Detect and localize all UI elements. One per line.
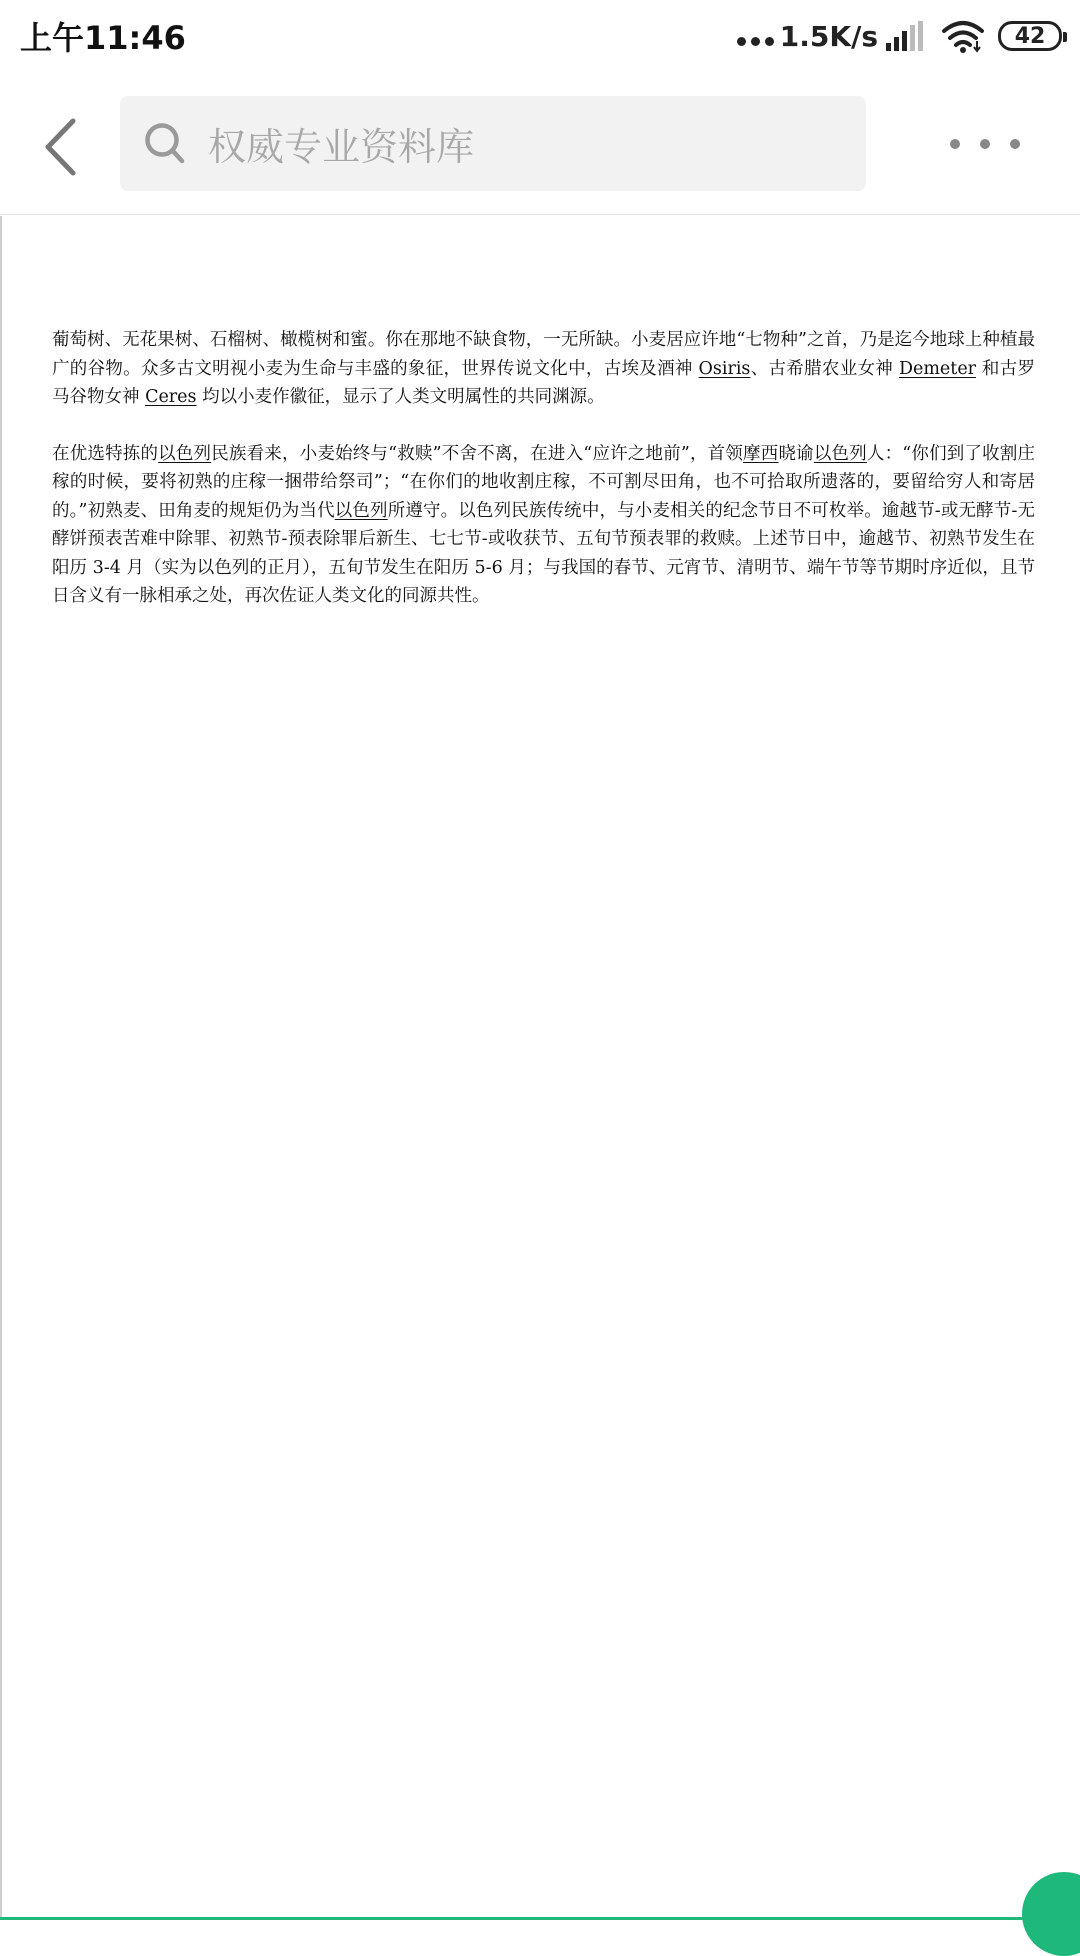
search-placeholder: 权威专业资料库	[208, 125, 475, 169]
search-icon	[144, 122, 186, 166]
more-options-button[interactable]	[940, 122, 1030, 166]
network-speed: 1.5K/s	[779, 19, 878, 53]
dot-icon	[1010, 139, 1020, 149]
text-run: 和古罗马谷物女神	[52, 358, 1035, 407]
text-run: 所遵守。以色列民族传统中，与小麦相关的纪念节日不可枚举。逾越节-或无酵节-无酵饼预表苦难中除罪、初熟节-预表除罪后新生、七七节-或收获节、五旬节预表罪的救赎。上述节日中，逾越节、初熟节发生在阳历 3-4 月（实为以色列的正月），五旬节发生在阳历 5-6 月；与我国的春节、元宵节、清明节、端午节等节期时序近似，且节日含义有一脉相承之处，再次佐证人类文化的同源共性。	[52, 500, 1036, 606]
underlined-term: 以色列	[158, 443, 212, 464]
paragraph-1	[52, 326, 1035, 412]
dot-icon	[950, 139, 960, 149]
document-page[interactable]	[0, 216, 1080, 1920]
status-icons	[737, 0, 1062, 72]
text-run: 葡萄树、无花果树、石榴树、橄榄树和蜜。你在那地不缺食物，一无所缺。小麦居应许地“七物种”之首，乃是迄今地球上种植最广的谷物。众多古文明视小麦为生命与丰盛的象征，世界传说文化中，古埃及酒神	[52, 330, 1035, 379]
battery-level: 42	[1014, 23, 1046, 49]
dot-icon	[980, 139, 990, 149]
status-time: 上午11:46	[20, 19, 186, 57]
search-input[interactable]	[120, 96, 866, 191]
wifi-icon	[942, 19, 984, 53]
status-bar	[0, 0, 1080, 72]
underlined-term: 以色列	[334, 500, 388, 521]
document-text	[52, 326, 1035, 639]
text-run: 在优选特拣的	[52, 443, 159, 464]
cellular-signal-icon	[886, 21, 924, 51]
underlined-term: Osiris	[698, 358, 751, 379]
text-run: 人：“你们到了收割庄稼的时候，要将初熟的庄稼一捆带给祭司”；“在你们的地收割庄稼，不可割尽田角，也不可拾取所遗落的，要留给穷人和寄居的。”初熟麦、田角麦的规矩仍为当代	[52, 443, 1036, 521]
underlined-term: 摩西	[743, 443, 779, 464]
text-run: 、古希腊农业女神	[750, 358, 899, 379]
app-bar	[0, 72, 1080, 215]
text-run: 民族看来，小麦始终与“救赎”不舍不离，在进入“应许之地前”，首领	[211, 443, 744, 464]
underlined-term: 以色列	[813, 443, 867, 464]
chevron-left-icon	[43, 118, 77, 176]
battery-icon	[998, 21, 1062, 51]
underlined-term: Ceres	[145, 387, 197, 407]
underlined-term: Demeter	[898, 358, 977, 379]
text-run: 均以小麦作徽征，显示了人类文明属性的共同渊源。	[196, 387, 605, 407]
paragraph-2	[52, 440, 1035, 611]
back-button[interactable]	[30, 112, 90, 182]
more-notifications-icon	[737, 37, 774, 46]
text-run: 晓谕	[778, 443, 814, 464]
